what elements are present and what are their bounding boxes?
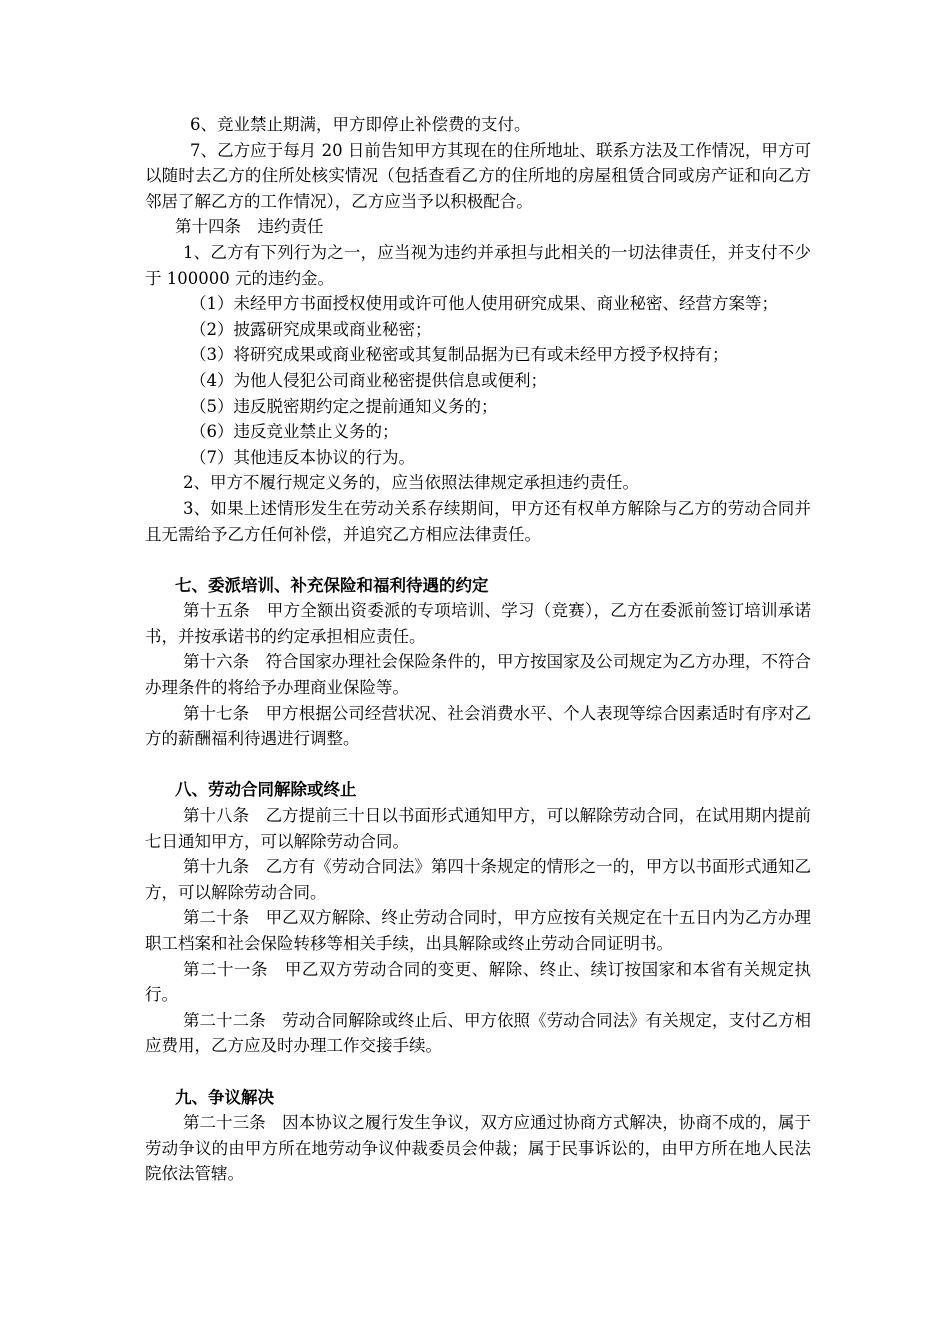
clause-13-item-6: 6、竞业禁止期满，甲方即停止补偿费的支付。 [190, 115, 531, 134]
article-14-sub-2: （2）披露研究成果或商业秘密； [190, 319, 432, 339]
article-14-sub-6: （6）违反竞业禁止义务的； [190, 422, 399, 442]
article-23: 第二十三条 因本协议之履行发生争议，双方应通过协商方式解决，协商不成的，属于劳动争议的由甲方所在地劳动争议仲裁委员会仲裁；属于民事诉讼的，由甲方所在地人民法院依法管辖。 [145, 1113, 811, 1184]
article-14-item-1: 1、乙方有下列行为之一，应当视为违约并承担与此相关的一切法律责任，并支付不少于 100000 元的违约金。 [145, 242, 811, 288]
section-9-heading: 九、争议解决 [175, 1087, 274, 1107]
section-spacer [145, 547, 811, 573]
section-8-heading: 八、劳动合同解除或终止 [175, 780, 357, 800]
article-21: 第二十一条 甲乙双方劳动合同的变更、解除、终止、续订按国家和本省有关规定执行。 [145, 959, 811, 1005]
article-15: 第十五条 甲方全额出资委派的专项培训、学习（竞赛），乙方在委派前签订培训承诺书，并按承诺书的约定承担相应责任。 [145, 601, 811, 646]
article-20: 第二十条 甲乙双方解除、终止劳动合同时，甲方应按有关规定在十五日内为乙方办理职工档案和社会保险转移等相关手续，出具解除或终止劳动合同证明书。 [145, 908, 811, 953]
article-14-sub-1: （1）未经甲方书面授权使用或许可他人使用研究成果、商业秘密、经营方案等； [190, 294, 778, 314]
article-22: 第二十二条 劳动合同解除或终止后、甲方依照《劳动合同法》有关规定，支付乙方相应费用，乙方应及时办理工作交接手续。 [145, 1010, 811, 1056]
article-14-sub-5: （5）违反脱密期约定之提前通知义务的； [190, 396, 498, 416]
article-17: 第十七条 甲方根据公司经营状况、社会消费水平、个人表现等综合因素适时有序对乙方的薪酬福利待遇进行调整。 [145, 703, 811, 749]
article-16: 第十六条 符合国家办理社会保险条件的，甲方按国家及公司规定为乙方办理，不符合办理条件的将给予办理商业保险等。 [145, 652, 811, 698]
section-7-heading: 七、委派培训、补充保险和福利待遇的约定 [175, 575, 489, 595]
article-18: 第十八条 乙方提前三十日以书面形式通知甲方，可以解除劳动合同，在试用期内提前七日通知甲方，可以解除劳动合同。 [145, 806, 811, 851]
article-14-sub-7: （7）其他违反本协议的行为。 [190, 447, 415, 467]
article-19: 第十九条 乙方有《劳动合同法》第四十条规定的情形之一的，甲方以书面形式通知乙方，可以解除劳动合同。 [145, 857, 811, 902]
section-spacer [145, 752, 811, 778]
document-body [145, 112, 811, 1187]
article-14-item-2: 2、甲方不履行规定义务的，应当依照法律规定承担违约责任。 [183, 473, 639, 493]
article-14-title: 第十四条 违约责任 [175, 217, 324, 237]
article-14-item-3: 3、如果上述情形发生在劳动关系存续期间，甲方还有权单方解除与乙方的劳动合同并且无需给予乙方任何补偿，并追究乙方相应法律责任。 [145, 498, 811, 544]
article-14-sub-3: （3）将研究成果或商业秘密或其复制品据为已有或未经甲方授予权持有； [190, 345, 729, 365]
section-spacer [145, 1059, 811, 1085]
clause-13-item-7: 7、乙方应于每月 20 日前告知甲方其现在的住所地址、联系方法及工作情况，甲方可以随时去乙方的住所处核实情况（包括查看乙方的住所地的房屋租赁合同或房产证和向乙方邻居了解乙方的工作情况），乙方应当予以积极配合。 [145, 140, 811, 211]
article-14-sub-4: （4）为他人侵犯公司商业秘密提供信息或便利； [190, 370, 547, 390]
